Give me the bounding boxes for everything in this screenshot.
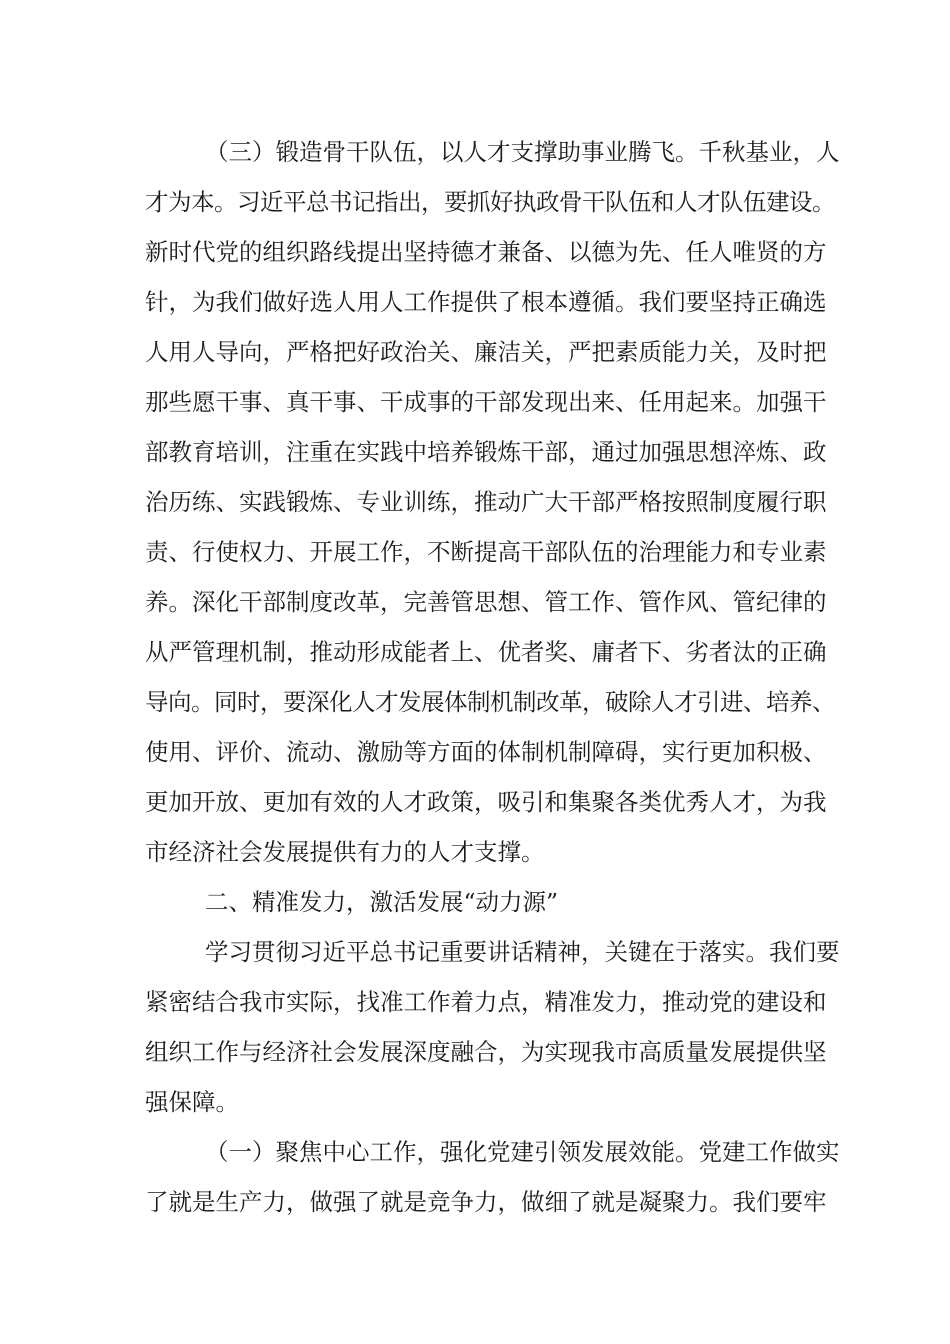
text-line: 新时代党的组织路线提出坚持德才兼备、以德为先、任人唯贤的方: [145, 238, 827, 266]
text-line: 使用、评价、流动、激励等方面的体制机制障碍，实行更加积极、: [145, 738, 827, 766]
text-line: 针，为我们做好选人用人工作提供了根本遵循。我们要坚持正确选: [145, 288, 827, 316]
text-line: 了就是生产力，做强了就是竞争力，做细了就是凝聚力。我们要牢: [145, 1188, 827, 1216]
text-line: 更加开放、更加有效的人才政策，吸引和集聚各类优秀人才，为我: [145, 788, 827, 816]
text-line: 市经济社会发展提供有力的人才支撑。: [145, 838, 545, 866]
text-line: 部教育培训，注重在实践中培养锻炼干部，通过加强思想淬炼、政: [145, 438, 827, 466]
text-line: 紧密结合我市实际，找准工作着力点，精准发力，推动党的建设和: [145, 988, 827, 1016]
text-line: （一）聚焦中心工作，强化党建引领发展效能。党建工作做实: [205, 1138, 840, 1166]
text-line: （三）锻造骨干队伍，以人才支撑助事业腾飞。千秋基业，人: [205, 138, 840, 166]
text-line: 那些愿干事、真干事、干成事的干部发现出来、任用起来。加强干: [145, 388, 827, 416]
text-line: 责、行使权力、开展工作，不断提高干部队伍的治理能力和专业素: [145, 538, 827, 566]
text-line: 组织工作与经济社会发展深度融合，为实现我市高质量发展提供坚: [145, 1038, 827, 1066]
text-line: 强保障。: [145, 1088, 239, 1116]
text-line: 从严管理机制，推动形成能者上、优者奖、庸者下、劣者汰的正确: [145, 638, 827, 666]
text-line: 导向。同时，要深化人才发展体制机制改革，破除人才引进、培养、: [145, 688, 835, 716]
text-line: 学习贯彻习近平总书记重要讲话精神，关键在于落实。我们要: [205, 938, 840, 966]
text-line: 治历练、实践锻炼、专业训练，推动广大干部严格按照制度履行职: [145, 488, 827, 516]
text-line: 养。深化干部制度改革，完善管思想、管工作、管作风、管纪律的: [145, 588, 827, 616]
text-line: 人用人导向，严格把好政治关、廉洁关，严把素质能力关，及时把: [145, 338, 827, 366]
text-line: 才为本。习近平总书记指出，要抓好执政骨干队伍和人才队伍建设。: [145, 188, 835, 216]
section-heading: 二、精准发力，激活发展“动力源”: [205, 888, 559, 916]
